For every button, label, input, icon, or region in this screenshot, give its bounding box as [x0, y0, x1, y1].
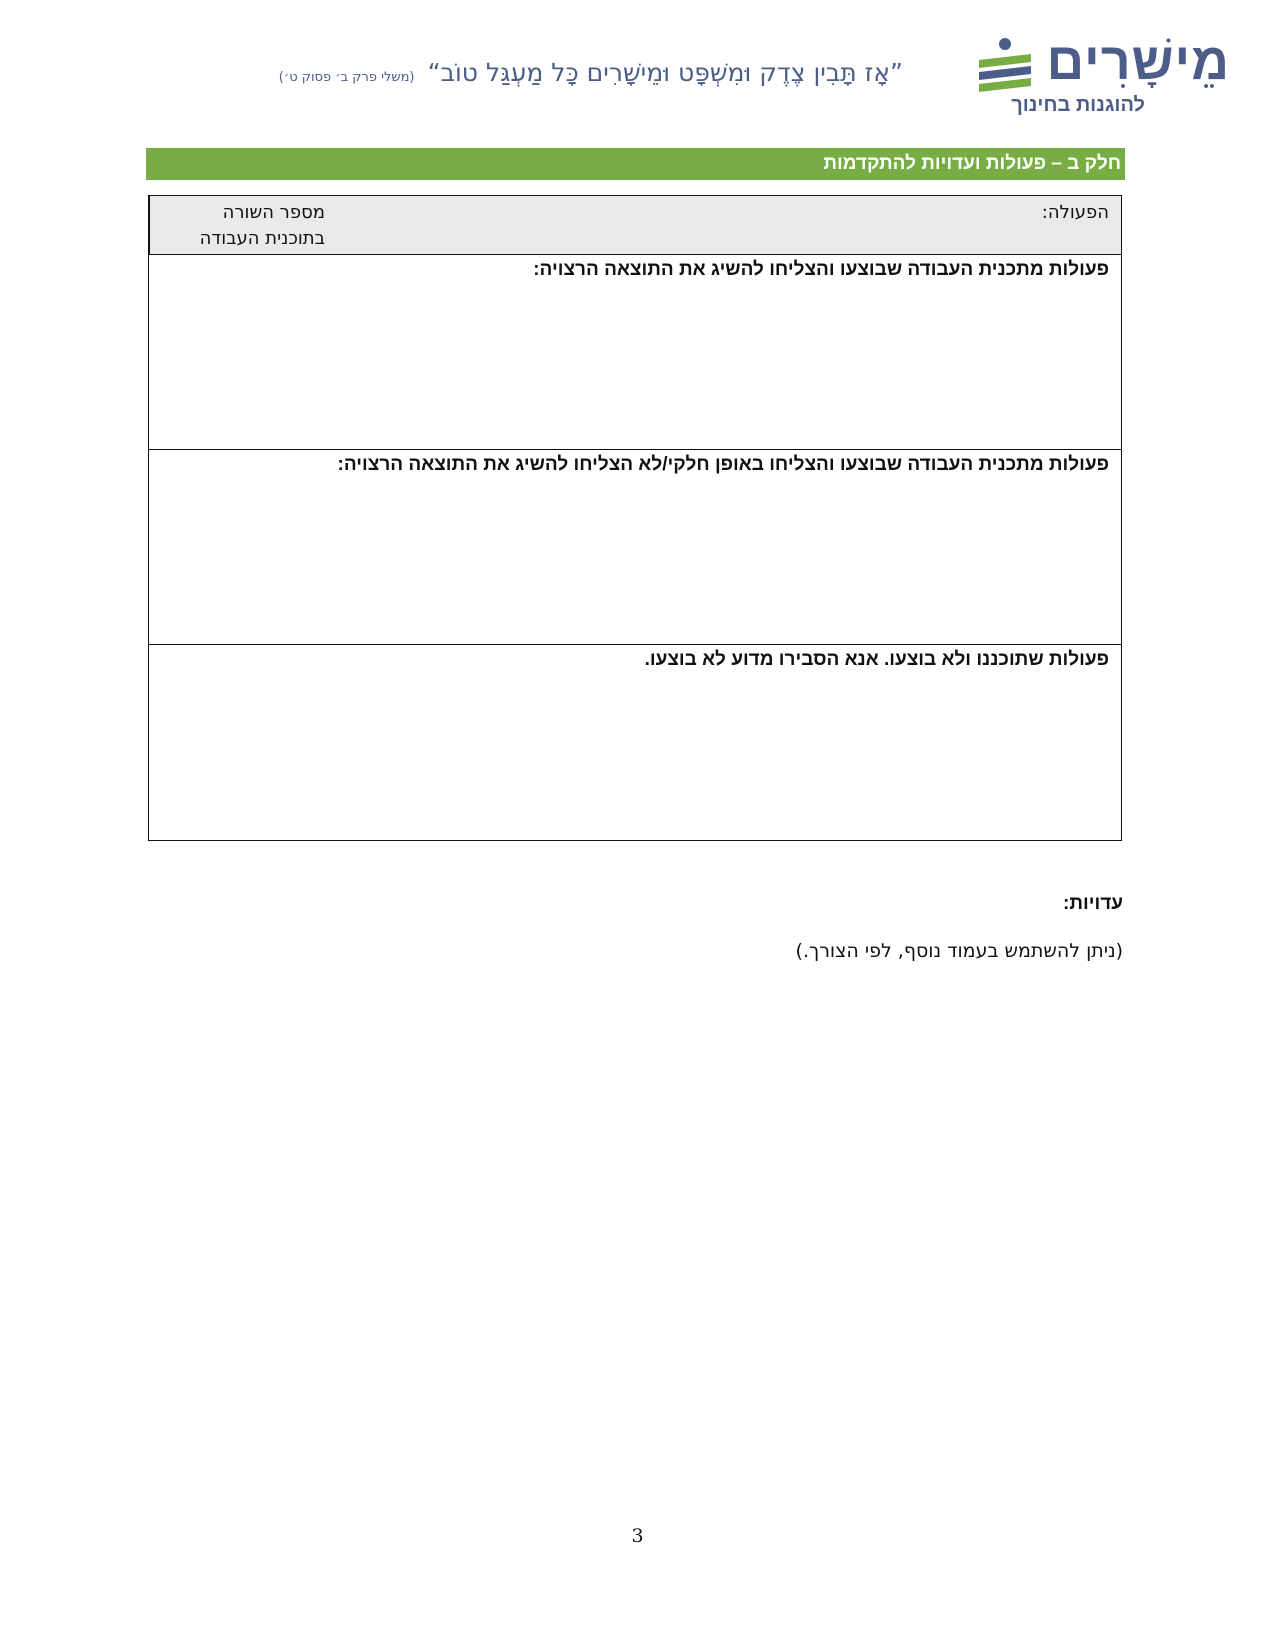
- table-row-succeeded[interactable]: פעולות מתכנית העבודה שבוצעו והצליחו להשיג את התוצאה הרצויה:: [149, 255, 1121, 450]
- table-header-row: [149, 196, 1121, 255]
- section-title-banner: חלק ב – פעולות ועדויות להתקדמות: [146, 148, 1125, 180]
- line-number-label: מספר השורה: [222, 202, 325, 223]
- evidence-hint: (ניתן להשתמש בעמוד נוסף, לפי הצורך.): [795, 940, 1123, 962]
- logo: [985, 28, 1240, 118]
- table-row-not-done[interactable]: פעולות שתוכננו ולא בוצעו. אנא הסבירו מדוע לא בוצעו.: [644, 649, 1109, 670]
- quote-source: (משלי פרק ב׳ פסוק ט׳): [278, 70, 415, 85]
- logo-text: מֵישָׁרִים: [1046, 33, 1230, 91]
- quote-text: ”אָז תָּבִין צֶדֶק וּמִשְׁפָּט וּמֵישָׁרִים כָּל מַעְגַּל טוֹב“: [427, 58, 903, 87]
- header-quote: [279, 58, 903, 87]
- action-field[interactable]: הפעולה:: [1041, 202, 1109, 223]
- line-number-field[interactable]: [149, 196, 335, 254]
- table-row-partial[interactable]: פעולות מתכנית העבודה שבוצעו והצליחו באופן חלקי/לא הצליחו להשיג את התוצאה הרצויה:: [149, 450, 1121, 645]
- evidence-title: עדויות:: [1063, 893, 1123, 914]
- line-number-label-sub: בתוכנית העבודה: [199, 228, 325, 249]
- logo-tagline: להוגנות בחינוך: [1011, 94, 1145, 116]
- actions-table: [148, 195, 1122, 841]
- logo-mark-icon: [975, 36, 1035, 96]
- page-number: 3: [631, 1525, 644, 1547]
